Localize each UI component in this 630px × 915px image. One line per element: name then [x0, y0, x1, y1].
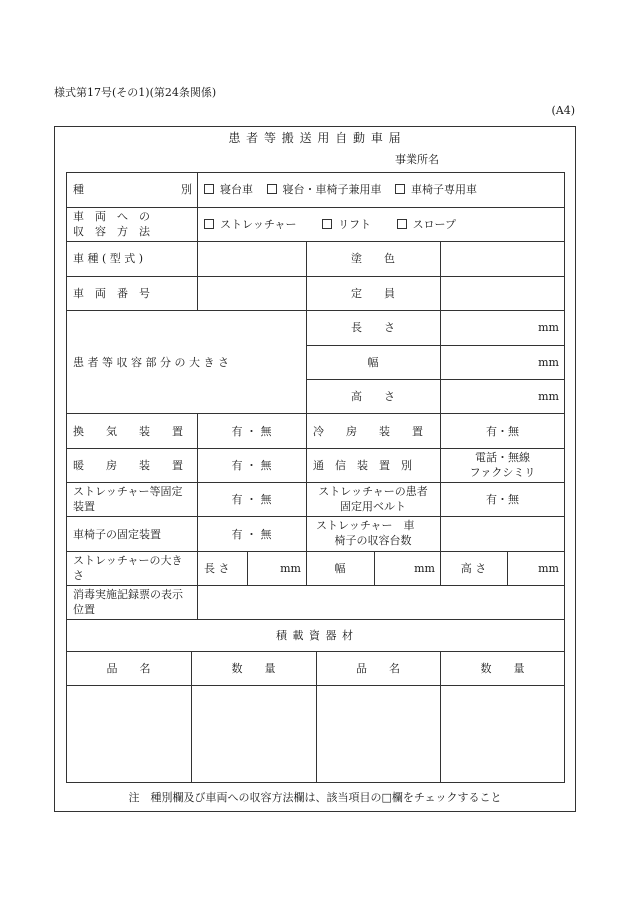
heating-yes-no: 有 ・ 無	[231, 459, 272, 472]
comm-value-line2: ファクシミリ	[469, 466, 536, 479]
stretcher-fix-line2: 装置	[73, 500, 95, 513]
checkbox-icon[interactable]	[204, 184, 214, 194]
form-number: 様式第17号(その1)(第24条関係)	[54, 86, 217, 99]
item-name-header: 品 名	[356, 662, 400, 675]
width-label: 幅	[367, 356, 379, 369]
equipment-title: 積 載 資 器 材	[276, 629, 354, 642]
method-label-line1: 車 両 へ の	[73, 210, 150, 223]
paint-label: 塗 色	[351, 252, 395, 265]
stretcher-height-label: 高 さ	[460, 562, 487, 575]
unit-mm: mm	[538, 390, 559, 403]
comm-label: 通 信 装 置 別	[313, 459, 412, 472]
record-line1: 消毒実施記録票の表示	[73, 588, 183, 601]
option-wheelchair: 車椅子専用車	[411, 183, 477, 196]
option-combined: 寝台・車椅子兼用車	[282, 183, 382, 196]
quantity-header: 数 量	[231, 662, 276, 675]
form-title: 患 者 等 搬 送 用 自 動 車 届	[228, 131, 402, 145]
quantity-header: 数 量	[480, 662, 525, 675]
item-name-header: 品 名	[106, 662, 151, 675]
belt-line1: ストレッチャーの患者	[318, 485, 428, 498]
stretcher-size-line2: さ	[73, 569, 84, 582]
height-label: 高 さ	[351, 390, 395, 403]
unit-mm: mm	[538, 356, 559, 369]
length-label: 長 さ	[351, 321, 395, 334]
heating-label: 暖 房 装 置	[73, 459, 183, 472]
type-options	[204, 183, 477, 196]
checkbox-icon[interactable]	[322, 219, 332, 229]
checkbox-icon[interactable]	[204, 219, 214, 229]
count-line2: 椅子の収容台数	[334, 534, 412, 547]
stretcher-fix-line1: ストレッチャー等固定	[73, 485, 183, 498]
unit-mm: mm	[538, 321, 559, 334]
checkbox-icon[interactable]	[395, 184, 405, 194]
stretcher-length-label: 長 さ	[204, 562, 230, 575]
cooling-label: 冷 房 装 置	[313, 425, 423, 438]
ventilation-label: 換 気 装 置	[73, 425, 183, 438]
method-options	[204, 218, 456, 231]
paper-size: (A4)	[551, 104, 575, 117]
type-label-right: 別	[181, 183, 192, 196]
ventilation-yes-no: 有 ・ 無	[231, 425, 272, 438]
office-name-label: 事業所名	[395, 153, 439, 166]
belt-line2: 固定用ベルト	[340, 500, 406, 513]
method-label-line2: 収 容 方 法	[73, 225, 150, 238]
wheelchair-fix-yes-no: 有 ・ 無	[231, 528, 272, 541]
unit-mm: mm	[538, 562, 559, 575]
plate-label: 車 両 番 号	[73, 287, 150, 300]
unit-mm: mm	[414, 562, 435, 575]
stretcher-fix-yes-no: 有 ・ 無	[231, 493, 272, 506]
model-label: 車 種 ( 型 式 )	[73, 252, 144, 265]
wheelchair-fix-label: 車椅子の固定装置	[73, 528, 161, 541]
form-note: 注 種別欄及び車両への収容方法欄は、該当項目の□欄をチェックすること	[128, 791, 502, 804]
checkbox-icon[interactable]	[267, 184, 277, 194]
option-sleeper: 寝台車	[220, 183, 253, 196]
option-lift: リフト	[338, 218, 372, 231]
stretcher-width-label: 幅	[334, 562, 346, 575]
option-slope: スロープ	[412, 218, 457, 231]
comm-value-line1: 電話・無線	[475, 451, 530, 464]
record-line2: 位置	[73, 603, 95, 616]
count-line1: ストレッチャー 車	[316, 519, 415, 532]
size-label: 患 者 等 収 容 部 分 の 大 き さ	[73, 356, 229, 369]
checkbox-icon[interactable]	[397, 219, 407, 229]
type-label-left: 種	[73, 183, 84, 196]
capacity-label: 定 員	[351, 287, 395, 300]
belt-yes-no: 有・無	[486, 493, 519, 506]
unit-mm: mm	[280, 562, 301, 575]
cooling-yes-no: 有・無	[486, 425, 519, 438]
option-stretcher: ストレッチャー	[220, 218, 297, 231]
stretcher-size-line1: ストレッチャーの大き	[73, 554, 183, 567]
